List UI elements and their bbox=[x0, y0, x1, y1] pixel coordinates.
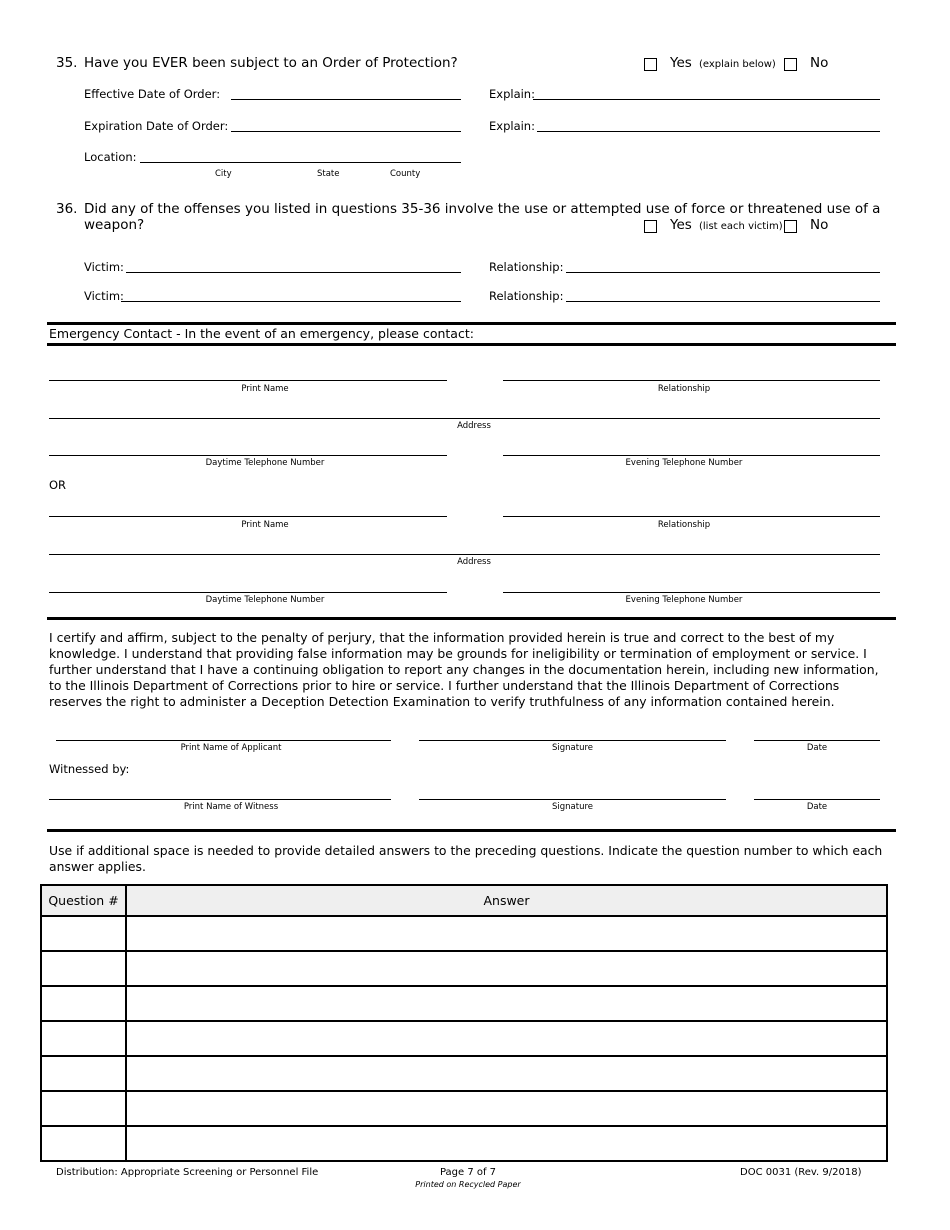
relationship-label-2: Relationship: bbox=[489, 289, 564, 303]
q35-yes-note: (explain below) bbox=[699, 59, 776, 70]
explain-field-2[interactable] bbox=[537, 131, 880, 132]
or-label: OR bbox=[49, 478, 67, 492]
question-number-cell[interactable] bbox=[41, 1091, 126, 1126]
witness-date-field[interactable] bbox=[754, 799, 880, 800]
contact1-relationship-field[interactable] bbox=[503, 380, 880, 381]
section-divider-certification bbox=[47, 617, 896, 620]
county-caption: County bbox=[390, 169, 421, 179]
applicant-signature-field[interactable] bbox=[419, 740, 726, 741]
emergency-heading: Emergency Contact - In the event of an emergency, please contact: bbox=[49, 326, 474, 341]
q36-question-line2: weapon? bbox=[84, 217, 145, 233]
answer-cell[interactable] bbox=[126, 986, 887, 1021]
witnessed-by-label: Witnessed by: bbox=[49, 762, 130, 776]
explain-label-2: Explain: bbox=[489, 119, 535, 133]
relationship-field-2[interactable] bbox=[566, 301, 880, 302]
question-number-cell[interactable] bbox=[41, 951, 126, 986]
relationship-label-1: Relationship: bbox=[489, 260, 564, 274]
effective-date-label: Effective Date of Order: bbox=[84, 87, 221, 101]
q36-no-label: No bbox=[810, 217, 829, 233]
q36-yes-checkbox[interactable] bbox=[644, 220, 657, 233]
contact2-relationship-caption: Relationship bbox=[657, 520, 711, 530]
footer-recycled: Printed on Recycled Paper bbox=[415, 1180, 521, 1189]
relationship-field-1[interactable] bbox=[566, 272, 880, 273]
contact1-name-field[interactable] bbox=[49, 380, 447, 381]
q35-yes-label: Yes bbox=[670, 55, 692, 71]
explain-label-1: Explain: bbox=[489, 87, 535, 101]
applicant-name-field[interactable] bbox=[56, 740, 391, 741]
certification-text: I certify and affirm, subject to the penalty of perjury, that the information provided herein is true and correct to the best of my knowledge. I understand that providing false information may be grounds for ineligibility or termination of employment or service. I further understand that I have a continuing obligation to report any changes in the documentation herein, including new information, to the Illinois Department of Corrections prior to hire or service. I further understand that the Illinois Department of Corrections reserves the right to administer a Deception Detection Examination to verify truthfulness of any information contained herein. bbox=[49, 630, 879, 709]
q36-question-line1: Did any of the offenses you listed in questions 35-36 involve the use or attempted use of force or threatened use of a bbox=[84, 201, 881, 217]
table-row bbox=[41, 1091, 887, 1126]
answer-cell[interactable] bbox=[126, 951, 887, 986]
q35-question: Have you EVER been subject to an Order of Protection? bbox=[84, 55, 458, 71]
effective-date-field[interactable] bbox=[231, 99, 461, 100]
location-field[interactable] bbox=[140, 162, 461, 163]
section-divider-top bbox=[47, 322, 896, 325]
contact1-daytime-phone-caption: Daytime Telephone Number bbox=[205, 458, 325, 468]
witness-name-caption: Print Name of Witness bbox=[183, 802, 279, 812]
table-row bbox=[41, 986, 887, 1021]
table-row bbox=[41, 1021, 887, 1056]
answer-cell[interactable] bbox=[126, 1126, 887, 1161]
answer-cell[interactable] bbox=[126, 1021, 887, 1056]
contact2-address-caption: Address bbox=[457, 557, 491, 567]
answer-header: Answer bbox=[126, 885, 887, 916]
victim-label-2: Victim: bbox=[84, 289, 124, 303]
state-caption: State bbox=[317, 169, 340, 179]
question-number-cell[interactable] bbox=[41, 1056, 126, 1091]
witness-signature-caption: Signature bbox=[551, 802, 593, 812]
contact1-name-caption: Print Name bbox=[241, 384, 289, 394]
victim-field-2[interactable] bbox=[121, 301, 461, 302]
q35-number: 35. bbox=[56, 55, 78, 71]
contact2-relationship-field[interactable] bbox=[503, 516, 880, 517]
applicant-date-field[interactable] bbox=[754, 740, 880, 741]
table-row bbox=[41, 951, 887, 986]
q36-yes-note: (list each victim) bbox=[699, 221, 783, 232]
table-row bbox=[41, 916, 887, 951]
footer-distribution: Distribution: Appropriate Screening or Personnel File bbox=[56, 1167, 319, 1178]
contact2-evening-phone-caption: Evening Telephone Number bbox=[625, 595, 743, 605]
expiration-date-label: Expiration Date of Order: bbox=[84, 119, 229, 133]
applicant-signature-caption: Signature bbox=[551, 743, 593, 753]
question-number-cell[interactable] bbox=[41, 1021, 126, 1056]
q36-no-checkbox[interactable] bbox=[784, 220, 797, 233]
q36-number: 36. bbox=[56, 201, 78, 217]
additional-instructions: Use if additional space is needed to provide detailed answers to the preceding questions. Indicate the question number to which each answer applies. bbox=[49, 843, 883, 874]
contact2-address-field[interactable] bbox=[49, 554, 880, 555]
answer-cell[interactable] bbox=[126, 916, 887, 951]
additional-answers-table bbox=[40, 884, 888, 1162]
section-divider-emergency bbox=[47, 343, 896, 346]
q35-yes-checkbox[interactable] bbox=[644, 58, 657, 71]
footer-page-number: Page 7 of 7 bbox=[439, 1167, 497, 1178]
table-row bbox=[41, 1126, 887, 1161]
witness-date-caption: Date bbox=[806, 802, 828, 812]
contact1-address-field[interactable] bbox=[49, 418, 880, 419]
applicant-name-caption: Print Name of Applicant bbox=[180, 743, 282, 753]
q35-no-label: No bbox=[810, 55, 829, 71]
expiration-date-field[interactable] bbox=[231, 131, 461, 132]
question-number-cell[interactable] bbox=[41, 916, 126, 951]
question-number-cell[interactable] bbox=[41, 986, 126, 1021]
question-number-header: Question # bbox=[41, 885, 126, 916]
contact1-evening-phone-caption: Evening Telephone Number bbox=[625, 458, 743, 468]
contact1-evening-phone-field[interactable] bbox=[503, 455, 880, 456]
answer-cell[interactable] bbox=[126, 1056, 887, 1091]
city-caption: City bbox=[215, 169, 232, 179]
table-header-row bbox=[41, 885, 887, 916]
section-divider-additional bbox=[47, 829, 896, 832]
contact2-name-field[interactable] bbox=[49, 516, 447, 517]
contact2-daytime-phone-field[interactable] bbox=[49, 592, 447, 593]
witness-signature-field[interactable] bbox=[419, 799, 726, 800]
footer-form-id: DOC 0031 (Rev. 9/2018) bbox=[740, 1167, 862, 1178]
victim-label-1: Victim: bbox=[84, 260, 124, 274]
explain-field-1[interactable] bbox=[533, 99, 880, 100]
question-number-cell[interactable] bbox=[41, 1126, 126, 1161]
contact2-daytime-phone-caption: Daytime Telephone Number bbox=[205, 595, 325, 605]
witness-name-field[interactable] bbox=[49, 799, 391, 800]
contact1-address-caption: Address bbox=[457, 421, 491, 431]
q35-no-checkbox[interactable] bbox=[784, 58, 797, 71]
contact1-daytime-phone-field[interactable] bbox=[49, 455, 447, 456]
victim-field-1[interactable] bbox=[126, 272, 461, 273]
applicant-date-caption: Date bbox=[806, 743, 828, 753]
table-row bbox=[41, 1056, 887, 1091]
contact1-relationship-caption: Relationship bbox=[657, 384, 711, 394]
q36-yes-label: Yes bbox=[670, 217, 692, 233]
contact2-name-caption: Print Name bbox=[241, 520, 289, 530]
contact2-evening-phone-field[interactable] bbox=[503, 592, 880, 593]
answer-cell[interactable] bbox=[126, 1091, 887, 1126]
location-label: Location: bbox=[84, 150, 137, 164]
